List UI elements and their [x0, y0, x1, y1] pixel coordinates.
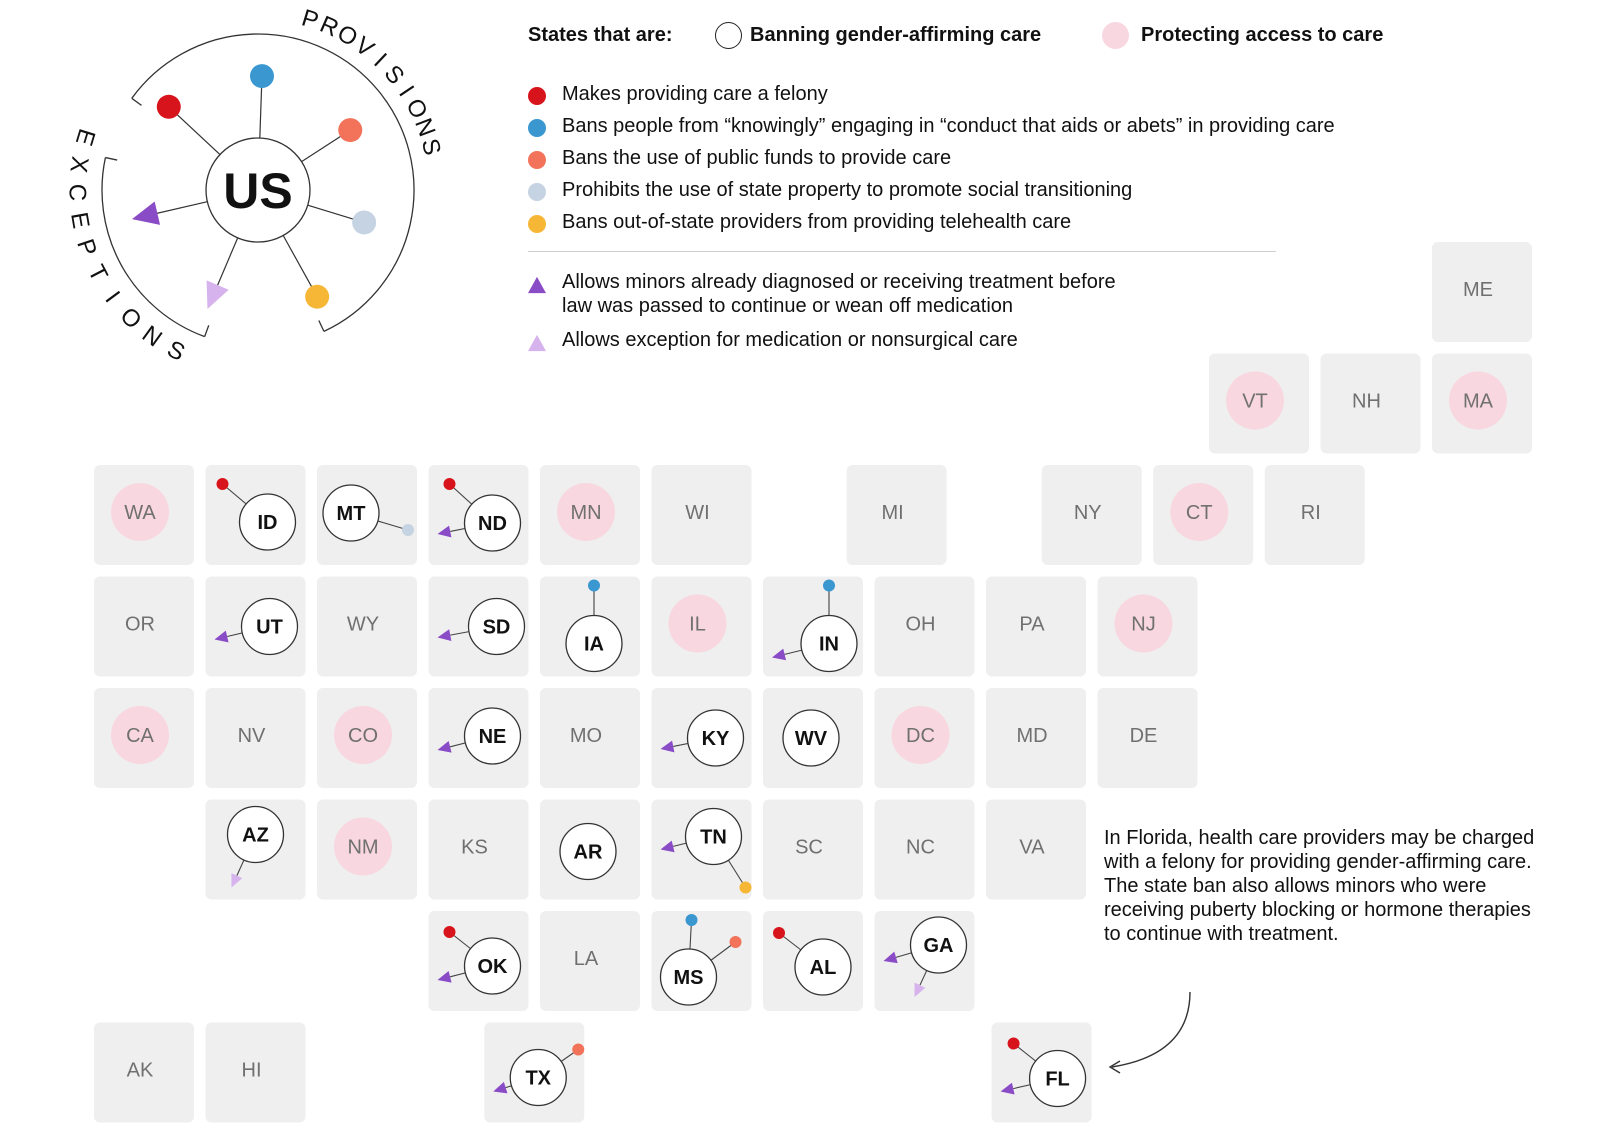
state-label: DE — [1129, 725, 1158, 747]
aids-abets-dot-icon — [528, 119, 546, 137]
arc-letter: I — [393, 80, 420, 102]
state-label: IA — [584, 633, 604, 656]
state-tile-ut — [206, 577, 306, 677]
exceptions-arc-end — [105, 158, 117, 160]
state-label: WV — [794, 728, 828, 750]
state-tile-ga — [875, 911, 975, 1011]
arc-letter: X — [64, 154, 94, 175]
arc-letter: E — [65, 210, 95, 231]
felony-dot-icon — [773, 927, 785, 939]
triangle-dark-icon — [132, 202, 160, 225]
triangle-dark-icon — [528, 276, 546, 294]
state-tile-oh — [875, 577, 975, 677]
arc-letter: P — [71, 235, 102, 260]
felony-dot-icon — [217, 478, 229, 490]
state-tile-wv — [763, 688, 863, 788]
telehealth-dot-icon — [305, 285, 329, 309]
arc-letter: C — [63, 183, 91, 202]
state-label: NE — [478, 726, 507, 748]
state-property-dot-icon — [352, 210, 376, 234]
state-tile-ca — [94, 688, 194, 788]
state-label: TN — [700, 826, 727, 849]
state-tile-ri — [1265, 465, 1365, 565]
state-tile-sc — [763, 800, 863, 900]
arc-letter: V — [349, 31, 379, 63]
state-tile-ct — [1153, 465, 1253, 565]
arc-letter: I — [99, 286, 126, 308]
state-tile-ne — [429, 688, 529, 788]
state-tile-nd — [429, 465, 529, 565]
provisions-arc-end — [319, 321, 324, 332]
state-tile-tx — [484, 1023, 584, 1123]
arc-letter: N — [137, 320, 167, 353]
state-label: MD — [1016, 725, 1048, 747]
state-tile-ok — [429, 911, 529, 1011]
state-label: MS — [673, 967, 704, 989]
arc-letter: E — [69, 125, 101, 149]
aids-abets-dot-icon — [823, 580, 835, 592]
arc-letter: O — [400, 94, 433, 124]
state-label: MO — [569, 725, 603, 747]
state-tile-dc — [875, 688, 975, 788]
state-tile-fl — [992, 1023, 1092, 1123]
legend-item-label: Prohibits the use of state property to promote social transitioning — [562, 179, 1133, 201]
state-label: NV — [237, 725, 266, 747]
state-label: KY — [701, 728, 730, 750]
state-tile-il — [652, 577, 752, 677]
state-label: ME — [1463, 279, 1493, 301]
state-tile-de — [1098, 688, 1198, 788]
protecting-label: Protecting access to care — [1141, 24, 1384, 46]
state-tile-az — [206, 800, 306, 900]
arc-letter: I — [368, 48, 392, 73]
state-tile-mo — [540, 688, 640, 788]
state-label: ND — [478, 513, 507, 535]
state-property-dot-icon — [402, 524, 414, 536]
state-tile-co — [317, 688, 417, 788]
state-tile-hi — [206, 1023, 306, 1123]
arc-letter: S — [162, 335, 190, 367]
state-tile-ar — [540, 800, 640, 900]
legend-item-label: Makes providing care a felony — [562, 83, 828, 105]
state-label: NM — [347, 836, 379, 859]
legend-item-label: Bans the use of public funds to provide care — [562, 147, 952, 169]
legend-item-label: Allows exception for medication or nonsurgical care — [562, 329, 1018, 351]
protecting-swatch — [1102, 22, 1129, 49]
arc-letter: T — [82, 260, 113, 287]
state-property-dot-icon — [528, 183, 546, 201]
state-label: MA — [1463, 390, 1493, 413]
felony-dot-icon — [528, 87, 546, 105]
state-label: RI — [1300, 502, 1321, 524]
arc-letter: N — [409, 114, 441, 141]
state-label: VT — [1242, 390, 1268, 413]
key-diagram — [0, 0, 480, 390]
legend-item-label-line2: law was passed to continue or wean off medication — [562, 295, 1014, 317]
state-label: AK — [126, 1059, 154, 1082]
arc-letter: O — [114, 302, 147, 335]
state-tile-wy — [317, 577, 417, 677]
state-label: WA — [124, 502, 156, 524]
state-label: TX — [525, 1067, 552, 1090]
state-label: CT — [1185, 502, 1213, 524]
state-label: VA — [1019, 836, 1045, 859]
state-tile-nv — [206, 688, 306, 788]
state-tile-in — [763, 577, 863, 677]
state-label: ID — [257, 512, 278, 534]
state-label: AR — [573, 841, 603, 864]
aids-abets-dot-icon — [588, 580, 600, 592]
legend-divider — [528, 251, 1276, 252]
state-tile-la — [540, 911, 640, 1011]
state-label: DC — [906, 725, 935, 747]
state-label: AL — [809, 957, 837, 979]
state-tile-al — [763, 911, 863, 1011]
arc-letter: S — [378, 60, 410, 90]
state-tile-ma — [1432, 354, 1532, 454]
legend-header — [528, 18, 1528, 54]
state-tile-nj — [1098, 577, 1198, 677]
state-tile-ia — [540, 577, 640, 677]
state-label: SC — [795, 836, 823, 859]
state-tile-ny — [1042, 465, 1142, 565]
florida-arrow-icon — [1098, 990, 1218, 1100]
state-label: CO — [348, 725, 378, 747]
legend-item-label: Bans people from “knowingly” engaging in “conduct that aids or abets” in providing care — [562, 115, 1335, 137]
felony-dot-icon — [444, 478, 456, 490]
state-tile-mn — [540, 465, 640, 565]
state-tile-md — [986, 688, 1086, 788]
state-label: CA — [126, 725, 154, 747]
exceptions-arc-end — [205, 325, 209, 336]
felony-dot-icon — [1008, 1038, 1020, 1050]
state-tile-ks — [429, 800, 529, 900]
state-label: HI — [241, 1059, 262, 1082]
state-label: MI — [881, 502, 904, 524]
state-tile-ak — [94, 1023, 194, 1123]
legend-item-label: Bans out-of-state providers from providing telehealth care — [562, 211, 1072, 233]
banning-swatch — [715, 22, 742, 49]
state-label: OR — [125, 613, 155, 636]
state-tile-tn — [652, 800, 752, 900]
triangle-light-icon — [528, 334, 546, 352]
state-tile-mt — [317, 465, 417, 565]
exceptions-label — [64, 126, 190, 367]
public-funds-dot-icon — [572, 1044, 584, 1056]
state-tile-nm — [317, 800, 417, 900]
state-label: FL — [1045, 1068, 1070, 1091]
state-tile-or — [94, 577, 194, 677]
banning-label: Banning gender-affirming care — [750, 24, 1042, 46]
state-tile-mi — [847, 465, 947, 565]
state-label: AZ — [242, 824, 269, 847]
state-tile-va — [986, 800, 1086, 900]
arc-letter: O — [332, 19, 363, 53]
state-label: NY — [1073, 502, 1102, 524]
legend-item-label-line1: Allows minors already diagnosed or receiving treatment before — [562, 271, 1116, 293]
arc-letter: P — [298, 4, 322, 35]
legend-header-label: States that are: — [528, 24, 673, 46]
state-label: NC — [906, 836, 935, 859]
state-label: LA — [573, 948, 599, 970]
state-tile-nh — [1321, 354, 1421, 454]
state-label: PA — [1019, 613, 1045, 636]
state-label: SD — [482, 616, 511, 639]
state-label: UT — [256, 616, 283, 639]
public-funds-dot-icon — [730, 936, 742, 948]
state-label: NH — [1352, 390, 1381, 413]
state-tile-wi — [652, 465, 752, 565]
state-tile-ms — [652, 911, 752, 1011]
exceptions-arc — [102, 158, 205, 337]
state-tile-nc — [875, 800, 975, 900]
state-label: IN — [819, 633, 839, 656]
aids-abets-dot-icon — [250, 64, 274, 88]
state-tile-me — [1432, 242, 1532, 342]
arc-letter: R — [315, 10, 343, 43]
state-tile-ky — [652, 688, 752, 788]
state-tile-sd — [429, 577, 529, 677]
us-center-label: US — [223, 163, 293, 219]
felony-dot-icon — [444, 926, 456, 938]
state-tile-vt — [1209, 354, 1309, 454]
state-label: KS — [461, 836, 488, 859]
provisions-arc-end — [132, 98, 142, 105]
public-funds-dot-icon — [338, 118, 362, 142]
florida-note: In Florida, health care providers may be charged with a felony for providing gender-affirming care. The state ban also allows minors who were receiving puberty blocking or hormone therapies to continue with treatment. — [1104, 827, 1535, 945]
state-label: GA — [923, 935, 954, 957]
arc-letter: S — [415, 135, 446, 158]
state-tile-id — [206, 465, 306, 565]
state-label: NJ — [1131, 613, 1156, 636]
state-tile-wa — [94, 465, 194, 565]
telehealth-dot-icon — [528, 215, 546, 233]
state-label: WI — [685, 502, 710, 524]
state-label: OK — [477, 956, 508, 978]
state-label: IL — [689, 613, 706, 636]
aids-abets-dot-icon — [686, 914, 698, 926]
telehealth-dot-icon — [740, 882, 752, 894]
provisions-label — [298, 4, 445, 158]
public-funds-dot-icon — [528, 151, 546, 169]
state-label: WY — [346, 613, 380, 636]
state-tile-pa — [986, 577, 1086, 677]
felony-dot-icon — [157, 95, 181, 119]
state-label: MN — [570, 502, 602, 524]
state-label: MT — [336, 503, 366, 525]
state-label: OH — [905, 613, 936, 636]
